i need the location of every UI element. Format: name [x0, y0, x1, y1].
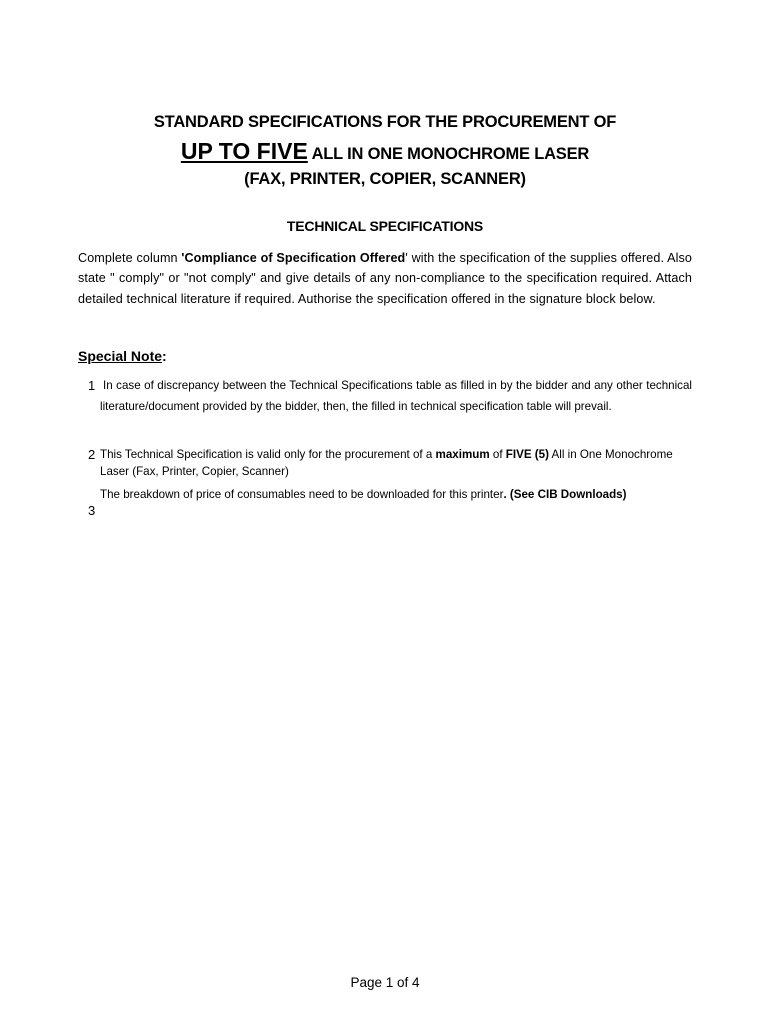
special-note-colon: : — [162, 348, 167, 364]
title-line-2-rest: ALL IN ONE MONOCHROME LASER — [307, 145, 590, 163]
section-heading: TECHNICAL SPECIFICATIONS — [286, 218, 484, 234]
note-number-1: 1 — [88, 378, 96, 393]
document-title-line-3: (FAX, PRINTER, COPIER, SCANNER) — [244, 170, 526, 188]
note-2-text-2: of — [489, 448, 506, 461]
note-item-3 — [100, 486, 692, 504]
note-number-2: 2 — [88, 447, 96, 462]
special-note-heading — [78, 348, 167, 364]
intro-text-2: ' with the specification of the supplies offered. Also state " comply" or "not comply" and give details of any non-compliance to the specification required. Attach detailed technical literature if required. Authorise the specification offered in the signature block below. — [78, 251, 692, 306]
title-emphasis: UP TO FIVE — [180, 138, 308, 164]
document-title-line-1: STANDARD SPECIFICATIONS FOR THE PROCUREMENT OF — [153, 113, 617, 131]
note-3-text-1: The breakdown of price of consumables need to be downloaded for this printer — [100, 488, 504, 501]
note-2-text-1: This Technical Specification is valid only for the procurement of a — [100, 448, 436, 461]
note-number-3: 3 — [88, 503, 96, 518]
note-2-bold-maximum: maximum — [435, 448, 490, 461]
page-number-footer: Page 1 of 4 — [350, 975, 420, 990]
special-note-label: Special Note — [78, 348, 163, 364]
note-3-bold-reference: . (See CIB Downloads) — [503, 488, 627, 501]
note-item-1: In case of discrepancy between the Technical Specifications table as filled in by the bidder and any other technical literature/document provided by the bidder, then, the filled in technical specification table will prevail. — [100, 379, 692, 413]
note-2-bold-quantity: FIVE (5) — [505, 448, 549, 461]
intro-paragraph — [78, 248, 692, 309]
note-item-2 — [100, 446, 692, 480]
intro-text-1: Complete column — [78, 251, 182, 265]
note-2-text-3: All in One Monochrome Laser (Fax, Printer, Copier, Scanner) — [100, 448, 673, 478]
intro-bold-column-name: 'Compliance of Specification Offered — [181, 251, 406, 265]
document-title-line-2 — [0, 138, 770, 165]
